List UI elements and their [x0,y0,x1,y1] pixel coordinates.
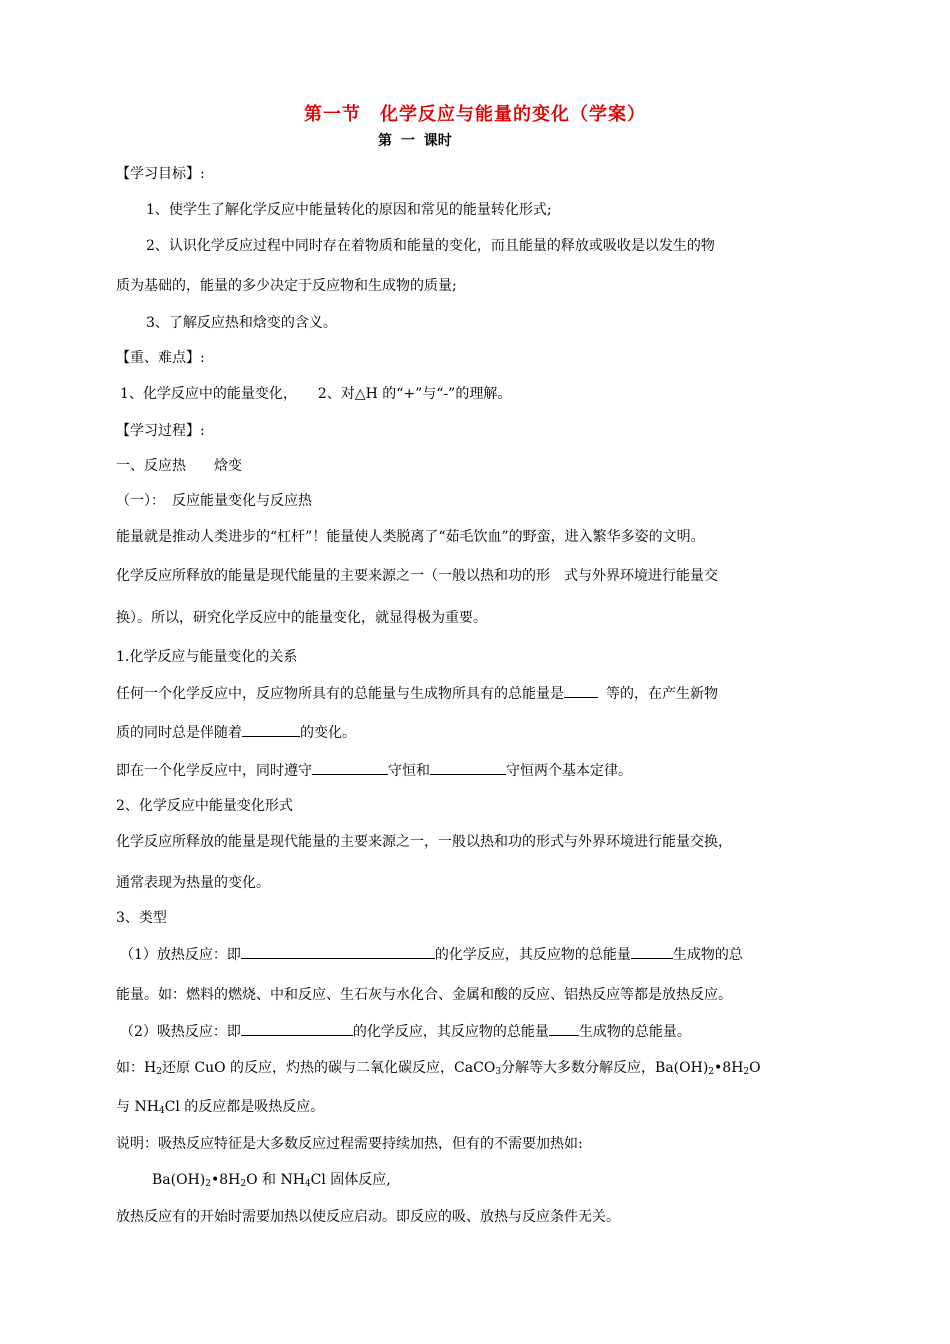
topic-2-heading: 2、化学反应中能量变化形式 [116,798,293,814]
topic-1-line-1-post: 等的，在产生新物 [606,686,718,702]
final-line: 放热反应有的开始时需要加热以使反应启动。即反应的吸、放热与反应条件无关。 [116,1209,620,1225]
subscript: 2 [156,1067,162,1077]
fill-blank[interactable] [241,944,435,959]
topic-1-line-3-post: 守恒两个基本定律。 [506,763,632,779]
objective-item-3: 3、了解反应热和焓变的含义。 [146,315,337,331]
examples-text: Cl 的反应都是吸热反应。 [164,1099,325,1115]
examples-line-2 [116,1097,846,1121]
exothermic-mid: 的化学反应，其反应物的总能量 [434,947,631,963]
paragraph-1: 能量就是推动人类进步的“杠杆”！能量使人类脱离了“茹毛饮血”的野蛮，进入繁华多姿的文明。 [116,529,705,545]
subscript: 3 [495,1067,502,1077]
key-points-text: 1、化学反应中的能量变化， 2、对△H 的“+”与“-”的理解。 [120,386,512,402]
exothermic-line-1 [120,944,850,965]
subsection-1-heading: （一）： 反应能量变化与反应热 [116,493,312,509]
note-text: •8H [210,1172,241,1188]
paragraph-2a: 化学反应所释放的能量是现代能量的主要来源之一（一般以热和功的形 式与外界环境进行能量交 [116,568,718,584]
topic-3-heading: 3、类型 [116,910,167,926]
topic-1-heading: 1.化学反应与能量变化的关系 [116,649,298,665]
fill-blank[interactable] [241,1021,353,1036]
note-text: Ba(OH) [152,1172,206,1188]
fill-blank[interactable] [430,760,506,775]
fill-blank[interactable] [564,683,598,698]
subscript: 2 [205,1179,211,1189]
endothermic-mid: 的化学反应，其反应物的总能量 [352,1024,549,1040]
page-subtitle: 第 一 课时 [378,133,452,149]
objective-item-2b: 质为基础的，能量的多少决定于反应物和生成物的质量; [116,278,457,294]
subscript: 4 [304,1179,311,1189]
note-text: O 和 NH [246,1172,305,1188]
note-example [152,1170,882,1194]
topic-1-line-1 [116,683,846,704]
topic-1-line-2-pre: 质的同时总是伴随着 [116,725,242,741]
exothermic-post: 生成物的总 [672,947,743,963]
exothermic-line-2: 能量。如：燃料的燃烧、中和反应、生石灰与水化合、金属和酸的反应、铝热反应等都是放热反应。 [116,987,732,1003]
section-1-heading: 一、反应热 焓变 [116,458,242,474]
examples-text: 还原 CuO 的反应，灼热的碳与二氧化碳反应，CaCO [161,1060,496,1076]
note-line: 说明：吸热反应特征是大多数反应过程需要持续加热，但有的不需要加热如: [116,1136,583,1152]
topic-1-line-3-pre: 即在一个化学反应中，同时遵守 [116,763,312,779]
fill-blank[interactable] [631,944,673,959]
examples-text: •8H [714,1060,744,1076]
examples-text: O [749,1060,761,1076]
paragraph-2b: 换）。所以，研究化学反应中的能量变化，就显得极为重要。 [116,610,487,626]
topic-2-line-1: 化学反应所释放的能量是现代能量的主要来源之一，一般以热和功的形式与外界环境进行能量交换， [116,834,732,850]
exothermic-pre: （1）放热反应：即 [120,947,241,963]
key-points-heading: 【重、难点】: [116,350,205,366]
examples-line-1 [116,1058,846,1082]
endothermic-post: 生成物的总能量。 [578,1024,691,1040]
topic-1-line-3-mid: 守恒和 [388,763,430,779]
examples-text: 分解等大多数分解反应，Ba(OH) [501,1060,709,1076]
topic-1-line-2-post: 的变化。 [300,725,356,741]
subscript: 2 [743,1067,750,1077]
fill-blank[interactable] [312,760,388,775]
topic-1-line-1-pre: 任何一个化学反应中，反应物所具有的总能量与生成物所具有的总能量是 [116,686,564,702]
topic-1-line-2 [116,722,846,743]
subscript: 2 [240,1179,247,1189]
topic-1-line-3 [116,760,846,781]
subscript: 4 [158,1106,165,1116]
examples-text: 如：H [116,1060,157,1076]
subscript: 2 [708,1067,715,1077]
page-title: 第一节 化学反应与能量的变化（学案） [304,104,646,125]
examples-text: 与 NH [116,1099,159,1115]
fill-blank[interactable] [549,1021,579,1036]
topic-2-line-2: 通常表现为热量的变化。 [116,875,270,891]
objectives-heading: 【学习目标】: [116,166,205,182]
objective-item-2a: 2、认识化学反应过程中同时存在着物质和能量的变化，而且能量的释放或吸收是以发生的物 [146,238,715,254]
note-text: Cl 固体反应, [310,1172,391,1188]
objective-item-1: 1、使学生了解化学反应中能量转化的原因和常见的能量转化形式; [146,202,552,218]
endothermic-line-1 [120,1021,850,1042]
fill-blank[interactable] [242,722,300,737]
process-heading: 【学习过程】: [116,423,205,439]
endothermic-pre: （2）吸热反应：即 [120,1024,241,1040]
